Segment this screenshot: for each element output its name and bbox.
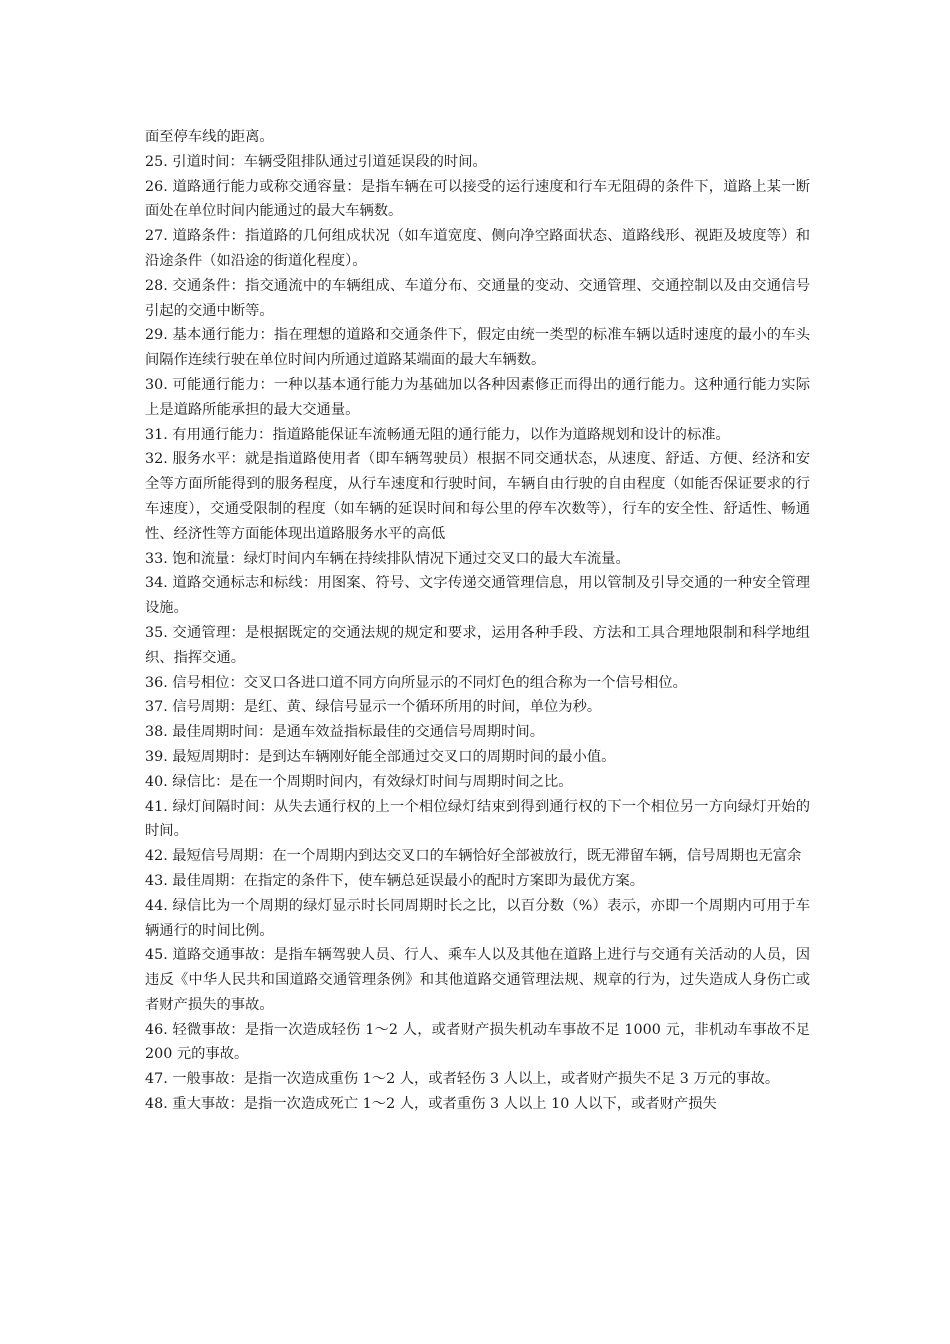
definition-38: 38. 最佳周期时间：是通车效益指标最佳的交通信号周期时间。 <box>145 724 544 741</box>
definition-25: 25. 引道时间：车辆受阻排队通过引道延误段的时间。 <box>145 153 487 170</box>
document-body <box>145 125 810 1117</box>
definition-34: 34. 道路交通标志和标线：用图案、符号、文字传递交通管理信息，用以管制及引导交通的一种安全管理设施。 <box>145 575 810 617</box>
definition-33: 33. 饱和流量：绿灯时间内车辆在持续排队情况下通过交叉口的最大车流量。 <box>145 550 630 567</box>
definition-42: 42. 最短信号周期：在一个周期内到达交叉口的车辆恰好全部被放行，既无滞留车辆，信号周期也无富余 <box>145 848 802 865</box>
definition-45: 45. 道路交通事故：是指车辆驾驶人员、行人、乘车人以及其他在道路上进行与交通有关活动的人员，因违反《中华人民共和国道路交通管理条例》和其他道路交通管理法规、规章的行为，过失造成人身伤亡或者财产损失的事故。 <box>145 947 810 1013</box>
definition-29: 29. 基本通行能力：指在理想的道路和交通条件下，假定由统一类型的标准车辆以适时速度的最小的车头间隔作连续行驶在单位时间内所通过道路某端面的最大车辆数。 <box>145 327 810 369</box>
definition-36: 36. 信号相位：交叉口各进口道不同方向所显示的不同灯色的组合称为一个信号相位。 <box>145 674 687 691</box>
paragraph-continuation: 面至停车线的距离。 <box>145 129 274 145</box>
definition-35: 35. 交通管理：是根据既定的交通法规的规定和要求，运用各种手段、方法和工具合理地限制和科学地组织、指挥交通。 <box>145 624 810 666</box>
definition-32: 32. 服务水平：就是指道路使用者（即车辆驾驶员）根据不同交通状态，从速度、舒适、方便、经济和安全等方面所能得到的服务程度，从行车速度和行驶时间，车辆自由行驶的自由程度（如能否保证要求的行车速度），交通受限制的程度（如车辆的延误时间和每公里的停车次数等），行车的安全性、舒适性、畅通性、经济性等方面能体现出道路服务水平的高低 <box>145 451 810 542</box>
definition-28: 28. 交通条件：指交通流中的车辆组成、车道分布、交通量的变动、交通管理、交通控制以及由交通信号引起的交通中断等。 <box>145 277 810 319</box>
definition-48: 48. 重大事故：是指一次造成死亡 1～2 人，或者重伤 3 人以上 10 人以下，或者财产损失 <box>145 1096 717 1113</box>
definition-39: 39. 最短周期时：是到达车辆刚好能全部通过交叉口的周期时间的最小值。 <box>145 748 616 765</box>
definition-41: 41. 绿灯间隔时间：从失去通行权的上一个相位绿灯结束到得到通行权的下一个相位另一方向绿灯开始的时间。 <box>145 798 810 840</box>
definition-37: 37. 信号周期：是红、黄、绿信号显示一个循环所用的时间，单位为秒。 <box>145 699 602 716</box>
definition-44: 44. 绿信比为一个周期的绿灯显示时长同周期时长之比，以百分数（%）表示，亦即一个周期内可用于车辆通行的时间比例。 <box>145 897 810 939</box>
definition-27: 27. 道路条件：指道路的几何组成状况（如车道宽度、侧向净空路面状态、道路线形、视距及坡度等）和沿途条件（如沿途的街道化程度）。 <box>145 228 810 269</box>
definition-31: 31. 有用通行能力：指道路能保证车流畅通无阻的通行能力，以作为道路规划和设计的标准。 <box>145 426 730 443</box>
definition-26: 26. 道路通行能力或称交通容量：是指车辆在可以接受的运行速度和行车无阻碍的条件下，道路上某一断面处在单位时间内能通过的最大车辆数。 <box>145 178 810 220</box>
definition-30: 30. 可能通行能力：一种以基本通行能力为基础加以各种因素修正而得出的通行能力。这种通行能力实际上是道路所能承担的最大交通量。 <box>145 376 810 418</box>
definition-46: 46. 轻微事故：是指一次造成轻伤 1～2 人，或者财产损失机动车事故不足 1000 元，非机动车事故不足 200 元的事故。 <box>145 1021 810 1063</box>
definition-47: 47. 一般事故：是指一次造成重伤 1～2 人，或者轻伤 3 人以上，或者财产损失不足 3 万元的事故。 <box>145 1071 780 1088</box>
definition-43: 43. 最佳周期：在指定的条件下，使车辆总延误最小的配时方案即为最优方案。 <box>145 872 645 889</box>
definition-40: 40. 绿信比：是在一个周期时间内，有效绿灯时间与周期时间之比。 <box>145 773 573 790</box>
